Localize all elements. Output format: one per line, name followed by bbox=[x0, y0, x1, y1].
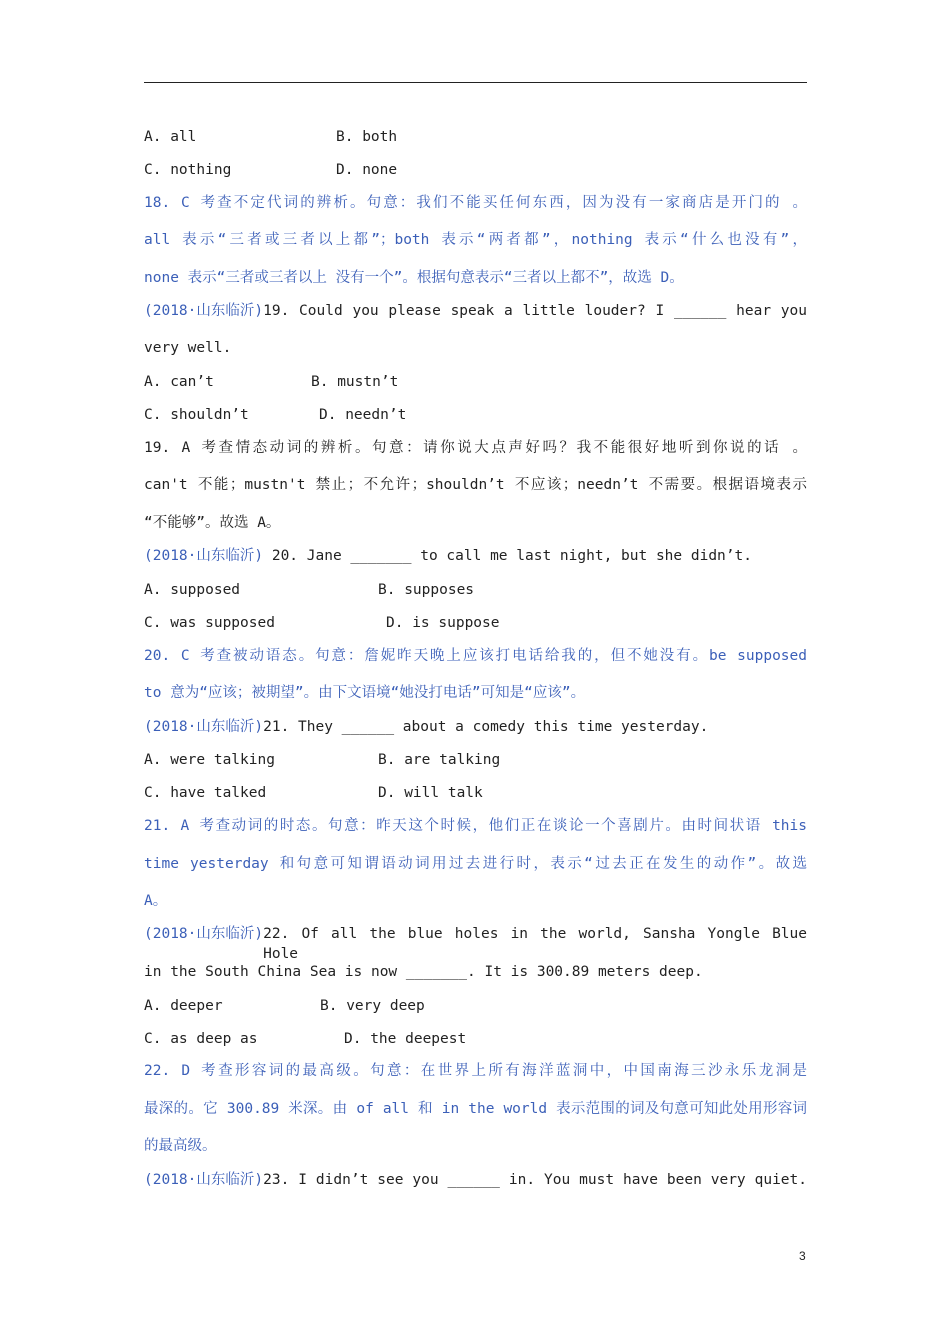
q20-option-b: B. supposes bbox=[378, 582, 475, 598]
answer-20-line1: 20. C 考查被动语态。句意：詹妮昨天晚上应该打电话给我的，但不她没有。be supposed bbox=[144, 648, 807, 664]
answer-19-line1: 19. A 考查情态动词的辨析。句意：请你说大点声好吗？我不能很好地听到你说的话 。 bbox=[144, 440, 807, 456]
q20-option-d: D. is suppose bbox=[386, 615, 500, 631]
q21-option-d: D. will talk bbox=[378, 785, 483, 801]
question-19-line2: very well. bbox=[144, 340, 232, 356]
q19-option-b: B. mustn’t bbox=[311, 374, 399, 390]
q21-option-b: B. are talking bbox=[378, 752, 501, 768]
q22-source: (2018·山东临沂) bbox=[144, 926, 264, 942]
question-23-line bbox=[144, 1170, 807, 1190]
question-19-line1 bbox=[144, 301, 807, 321]
answer-22-line1: 22. D 考查形容词的最高级。句意：在世界上所有海洋蓝洞中，中国南海三沙永乐龙洞是 bbox=[144, 1063, 807, 1079]
answer-21-line1: 21. A 考查动词的时态。句意：昨天这个时候，他们正在谈论一个喜剧片。由时间状语 this bbox=[144, 818, 807, 834]
answer-20-line2: to 意为“应该；被期望”。由下文语境“她没打电话”可知是“应该”。 bbox=[144, 685, 586, 701]
q19-option-c: C. shouldn’t bbox=[144, 407, 249, 423]
q22-option-d: D. the deepest bbox=[344, 1031, 467, 1047]
q20-option-a: A. supposed bbox=[144, 582, 241, 598]
answer-18-line2: all 表示“三者或三者以上都”；both 表示“两者都”，nothing 表示“什么也没有”， bbox=[144, 232, 807, 248]
q17-option-b: B. both bbox=[336, 129, 398, 145]
answer-19-line2: can't 不能；mustn't 禁止；不允许；shouldn’t 不应该；needn’t 不需要。根据语境表示 bbox=[144, 477, 807, 493]
answer-18-line1: 18. C 考查不定代词的辨析。句意：我们不能买任何东西，因为没有一家商店是开门的 。 bbox=[144, 195, 807, 211]
answer-22-line3: 的最高级。 bbox=[144, 1138, 217, 1154]
answer-18-line3: none 表示“三者或三者以上 没有一个”。根据句意表示“三者以上都不”，故选 D。 bbox=[144, 270, 684, 286]
q22-option-b: B. very deep bbox=[320, 998, 425, 1014]
q21-stem: 21. They ______ about a comedy this time yesterday. bbox=[263, 719, 709, 735]
q17-option-a: A. all bbox=[144, 129, 197, 145]
answer-22-line2: 最深的。它 300.89 米深。由 of all 和 in the world 表示范围的词及句意可知此处用形容词 bbox=[144, 1101, 807, 1117]
q17-option-d: D. none bbox=[336, 162, 398, 178]
q21-source: (2018·山东临沂) bbox=[144, 719, 264, 735]
q21-option-a: A. were talking bbox=[144, 752, 275, 768]
q19-source: (2018·山东临沂) bbox=[144, 303, 264, 319]
header-rule bbox=[144, 82, 807, 83]
q19-stem1: 19. Could you please speak a little louder? I ______ hear you bbox=[263, 303, 807, 319]
q20-source: (2018·山东临沂) bbox=[144, 548, 264, 564]
q20-stem: 20. Jane _______ to call me last night, but she didn’t. bbox=[263, 548, 752, 564]
q20-option-c: C. was supposed bbox=[144, 615, 275, 631]
question-21-line bbox=[144, 717, 708, 737]
question-20-line bbox=[144, 546, 752, 566]
page-number: 3 bbox=[799, 1249, 806, 1263]
answer-21-line2: time yesterday 和句意可知谓语动词用过去进行时，表示“过去正在发生的动作”。故选 bbox=[144, 856, 807, 872]
answer-21-line3: A。 bbox=[144, 893, 168, 909]
question-22-line1 bbox=[144, 924, 807, 964]
q22-option-c: C. as deep as bbox=[144, 1031, 258, 1047]
question-22-line2: in the South China Sea is now _______. It is 300.89 meters deep. bbox=[144, 964, 703, 980]
q21-option-c: C. have talked bbox=[144, 785, 267, 801]
q19-option-a: A. can’t bbox=[144, 374, 214, 390]
q23-source: (2018·山东临沂) bbox=[144, 1172, 264, 1188]
q17-option-c: C. nothing bbox=[144, 162, 232, 178]
q19-option-d: D. needn’t bbox=[319, 407, 407, 423]
q22-stem1: 22. Of all the blue holes in the world, Sansha Yongle Blue Hole bbox=[263, 926, 807, 962]
q23-stem: 23. I didn’t see you ______ in. You must have been very quiet. bbox=[263, 1172, 807, 1188]
answer-19-line3: “不能够”。故选 A。 bbox=[144, 515, 281, 531]
q22-option-a: A. deeper bbox=[144, 998, 223, 1014]
